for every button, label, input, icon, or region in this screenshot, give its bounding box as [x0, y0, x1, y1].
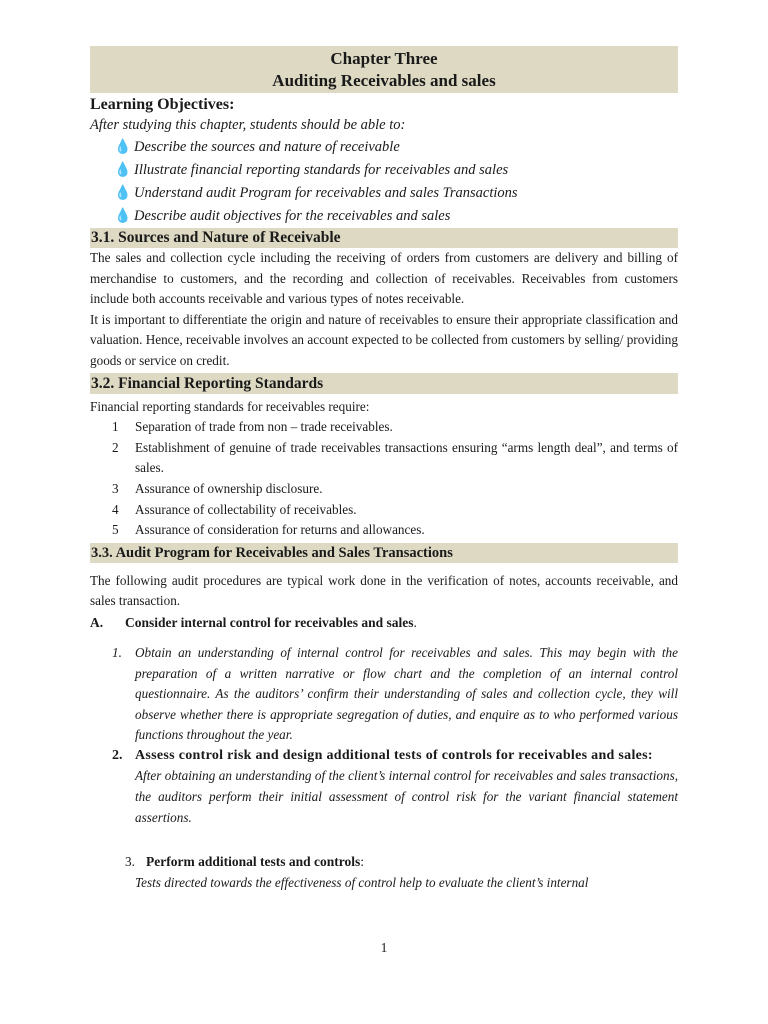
teardrop-bullet-icon: 💧: [114, 163, 132, 178]
teardrop-bullet-icon: 💧: [114, 209, 132, 224]
section-3-3-lead: The following audit procedures are typical work done in the verification of notes, accounts receivable, and sales transaction.: [90, 572, 678, 609]
procedure-A: A. Consider internal control for receivables and sales.: [90, 613, 678, 633]
standards-item: 4 Assurance of collectability of receivables.: [112, 501, 357, 517]
step-1-number: 1.: [112, 644, 122, 660]
procedure-A-label: A.: [90, 614, 104, 630]
step-3-heading: Perform additional tests and controls:: [146, 854, 365, 870]
standards-item: 2 Establishment of genuine of trade receivables transactions ensuring “arms length deal”, and terms of sales.: [112, 439, 678, 476]
step-2-number: 2.: [112, 747, 123, 763]
section-3-2-lead: Financial reporting standards for receivables require:: [90, 398, 370, 414]
procedure-step-1: [90, 643, 678, 746]
section-3-1-paragraph-2: It is important to differentiate the origin and nature of receivables to ensure their appropriate classification and valuation. Hence, receivable involves an account expected to be collected from customers by selling/ providing goods or service on credit.: [90, 311, 678, 368]
step-1-text: Obtain an understanding of internal control for receivables and sales. This may begin with the preparation of a written narrative or flow chart and the completion of an internal control questionnaire. As the auditors’ confirm their understanding of sales and collection cycle, they will observe whether there is appropriate segregation of duties, and enquire as to who performed various functions throughout the year.: [135, 644, 678, 743]
document-page: [90, 46, 678, 893]
step-3-number: 3.: [125, 854, 135, 870]
learning-objectives-intro: After studying this chapter, students should be able to:: [90, 117, 406, 133]
page-number: 1: [380, 940, 388, 955]
section-heading-3-1: 3.1. Sources and Nature of Receivable: [90, 228, 678, 248]
section-3-1-paragraph-1: The sales and collection cycle including the receiving of orders from customers are delivery and billing of merchandise to customers, and the recording and collection of receivables. Receivables from customers include both accounts receivable and various types of notes receivable.: [90, 250, 678, 307]
step-3-text: Tests directed towards the effectiveness of control help to evaluate the client’s internal: [135, 874, 589, 890]
section-heading-3-2: 3.2. Financial Reporting Standards: [90, 373, 678, 394]
standards-item: 1 Separation of trade from non – trade receivables.: [112, 419, 393, 435]
chapter-title: Auditing Receivables and sales: [272, 71, 496, 90]
chapter-title-band: [90, 46, 678, 93]
standards-list: [90, 417, 678, 541]
standards-item: 5 Assurance of consideration for returns and allowances.: [112, 522, 425, 538]
teardrop-bullet-icon: 💧: [114, 140, 132, 155]
objective-item: 💧 Illustrate financial reporting standards for receivables and sales: [114, 159, 678, 182]
learning-objectives-heading: Learning Objectives:: [90, 96, 235, 113]
objective-item: 💧 Understand audit Program for receivables and sales Transactions: [114, 182, 678, 205]
standards-item: 3 Assurance of ownership disclosure.: [112, 480, 323, 496]
step-2-heading: Assess control risk and design additional tests of controls for receivables and sales:: [135, 747, 653, 763]
procedure-step-2: [90, 746, 678, 828]
objective-item: 💧 Describe audit objectives for the receivables and sales: [114, 205, 678, 228]
section-heading-3-3: 3.3. Audit Program for Receivables and Sales Transactions: [90, 543, 678, 563]
chapter-number: Chapter Three: [330, 49, 438, 68]
objective-item: 💧 Describe the sources and nature of receivable: [114, 136, 678, 159]
procedure-step-3: [90, 852, 678, 893]
teardrop-bullet-icon: 💧: [114, 186, 132, 201]
step-2-text: After obtaining an understanding of the client’s internal control for receivables and sales transactions, the auditors perform their initial assessment of control risk for the variant financial statement assertions.: [135, 768, 678, 825]
procedure-A-text: Consider internal control for receivables and sales: [125, 614, 414, 630]
objectives-list: [90, 136, 678, 228]
